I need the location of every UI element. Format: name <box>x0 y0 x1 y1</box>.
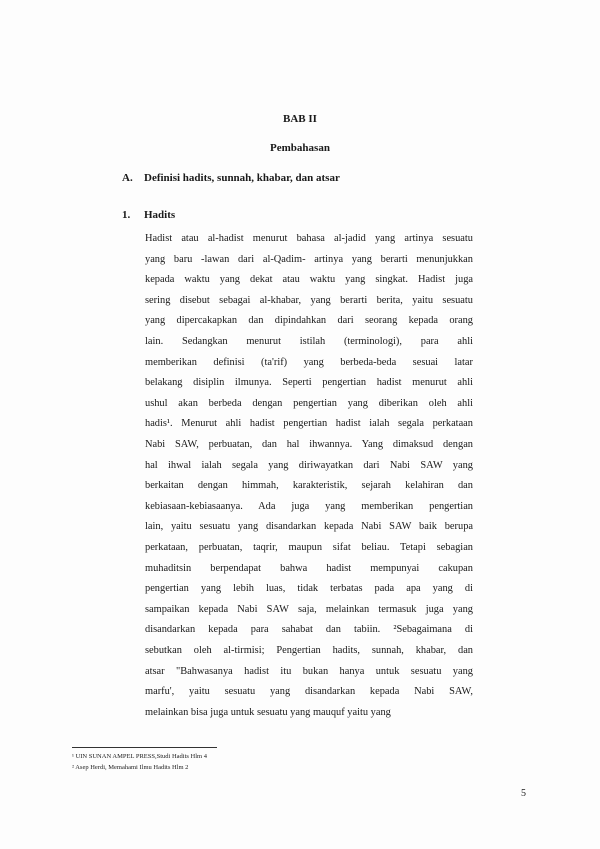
body-line: perkataan, perbuatan, taqrir, maupun sifat beliau. Tetapi sebagian <box>145 542 473 553</box>
body-line: lain, yaitu sesuatu yang disandarkan kepada Nabi SAW baik berupa <box>145 521 473 533</box>
chapter-heading: BAB II <box>283 113 317 125</box>
section-1-marker: 1. <box>122 209 131 221</box>
body-line: melainkan bisa juga untuk sesuatu yang mauquf yaitu yang <box>145 706 391 718</box>
body-line: kebiasaan-kebiasaanya. Ada juga yang memberikan pengertian <box>145 500 473 512</box>
body-line: Hadist atau al-hadist menurut bahasa al-jadid yang artinya sesuatu <box>145 233 473 244</box>
section-a-title: Definisi hadits, sunnah, khabar, dan atsar <box>144 172 340 184</box>
section-a-heading <box>122 172 340 184</box>
footnote-1: ¹ UIN SUNAN AMPEL PRESS,Studi Hadits Hlm 4 <box>72 753 207 760</box>
chapter-subtitle: Pembahasan <box>270 142 330 154</box>
body-line: hal ihwal ialah segala yang diriwayatkan dari Nabi SAW yang <box>145 459 473 471</box>
body-line: sebutkan oleh al-tirmisi; Pengertian hadits, sunnah, khabar, dan <box>145 645 473 656</box>
body-line: hadis¹. Menurut ahli hadist pengertian hadist ialah segala perkataan <box>145 418 473 430</box>
body-line: marfu', yaitu sesuatu yang disandarkan kepada Nabi SAW, <box>145 686 473 698</box>
body-line: disandarkan kepada para sahabat dan tabiin. ²Sebagaimana di <box>145 624 473 636</box>
body-line: kepada waktu yang dekat atau waktu yang singkat. Hadist juga <box>145 274 473 286</box>
body-line: pengertian yang lebih luas, tidak terbatas pada apa yang di <box>145 583 473 595</box>
footnote-divider <box>72 747 217 748</box>
section-a-marker: A. <box>122 172 133 184</box>
body-line: sampaikan kepada Nabi SAW saja, melainkan termasuk juga yang <box>145 603 473 615</box>
section-1-title: Hadits <box>144 209 176 221</box>
body-line: ushul akan berbeda dengan pengertian yang diberikan oleh ahli <box>145 397 473 409</box>
footnote-2: ² Asep Herdi, Memahami Ilmu Hadits Hlm 2 <box>72 764 189 771</box>
body-line: Nabi SAW, perbuatan, dan hal ihwannya. Yang dimaksud dengan <box>145 439 473 450</box>
body-line: lain. Sedangkan menurut istilah (terminologi), para ahli <box>145 336 473 347</box>
body-line: yang baru -lawan dari al-Qadim- artinya yang berarti menunjukkan <box>145 253 473 265</box>
body-line: belakang disiplin ilmunya. Seperti pengertian hadist menurut ahli <box>145 377 473 389</box>
body-line: memberikan definisi (ta'rif) yang berbeda-beda sesuai latar <box>145 356 473 368</box>
body-line: atsar "Bahwasanya hadist itu bukan hanya untuk sesuatu yang <box>145 665 473 677</box>
section-1-heading <box>122 209 175 221</box>
body-line: muhaditsin berpendapat bahwa hadist mempunyai cakupan <box>145 562 473 574</box>
body-line: yang dipercakapkan dan dipindahkan dari seorang kepada orang <box>145 315 473 327</box>
body-line: berkaitan dengan himmah, karakteristik, sejarah kelahiran dan <box>145 480 473 492</box>
body-line: sering disebut sebagai al-khabar, yang berarti berita, yaitu sesuatu <box>145 294 473 306</box>
page-number: 5 <box>521 788 526 799</box>
